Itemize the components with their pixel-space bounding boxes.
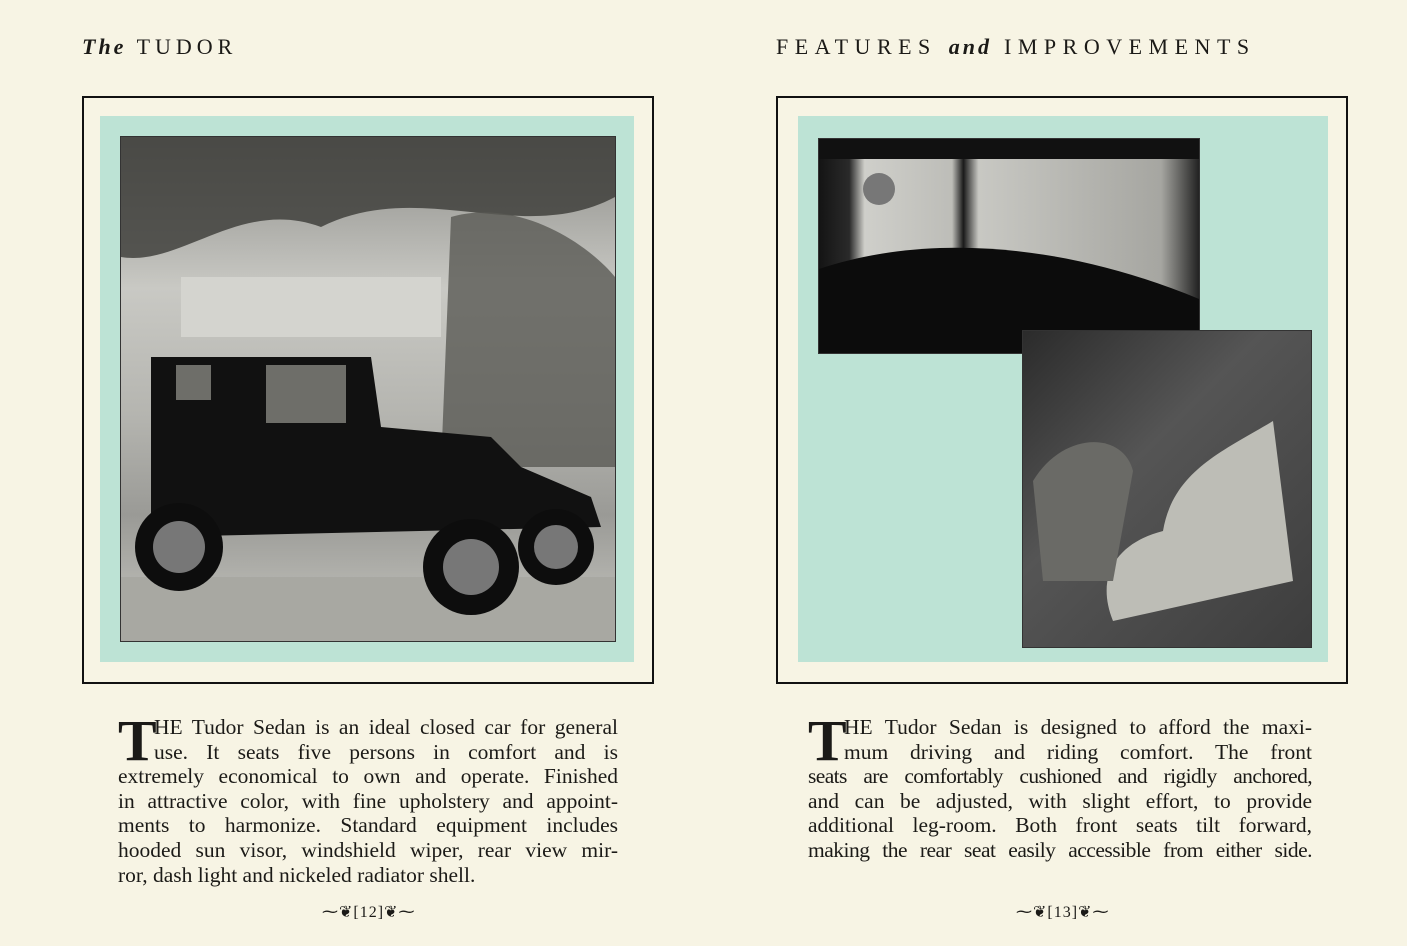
front-seat-interior-photo [818,138,1200,354]
text-line: additional leg-room. Both front seats tilt forward, [808,813,1312,838]
right-running-header [776,34,1256,60]
text-line: HE Tudor Sedan is an ideal closed car for general [154,715,618,739]
left-paragraph [118,708,618,887]
text-line: and can be adjusted, with slight effort, to provide [808,788,1312,813]
page-number: 12 [359,904,378,921]
text-line: ments to harmonize. Standard equipment includes [118,813,618,838]
header-and: and [948,34,993,59]
text-line: use. It seats five persons in comfort and is [154,739,618,764]
right-photo-frame [776,96,1348,684]
page-number: 13 [1053,904,1072,921]
text-line: in attractive color, with fine upholstery and appoint- [118,788,618,813]
ornament-right-icon: ]❦⁓ [377,904,416,921]
ornament-right-icon: ]❦⁓ [1071,904,1110,921]
interior-illustration [819,139,1199,353]
text-line: making the rear seat easily accessible from either side. [808,837,1312,862]
tilting-seat-photo [1022,330,1312,648]
text-line: seats are comfortably cushioned and rigidly anchored, [808,764,1312,789]
left-photo-frame [82,96,654,684]
text-line: HE Tudor Sedan is designed to afford the maxi- [844,715,1312,739]
header-prefix: The [82,34,127,59]
tudor-sedan-photo [120,136,616,642]
text-line: extremely economical to own and operate. Finished [118,764,618,789]
text-line: hooded sun visor, windshield wiper, rear view mir- [118,837,618,862]
header-improvements: IMPROVEMENTS [1004,34,1256,59]
text-line: mum driving and riding comfort. The front [844,739,1312,764]
drop-cap: T [808,708,847,773]
right-page-number [1016,902,1109,922]
header-features: FEATURES [776,34,937,59]
car-illustration [121,137,615,641]
seat-illustration [1023,331,1311,647]
ornament-left-icon: ⁓❦[ [1016,904,1054,921]
header-title: TUDOR [136,34,238,59]
drop-cap: T [118,708,157,773]
left-running-header [82,34,237,60]
right-paragraph [808,708,1312,863]
text-line: ror, dash light and nickeled radiator shell. [118,862,476,887]
ornament-left-icon: ⁓❦[ [322,904,360,921]
left-page-number [322,902,415,922]
